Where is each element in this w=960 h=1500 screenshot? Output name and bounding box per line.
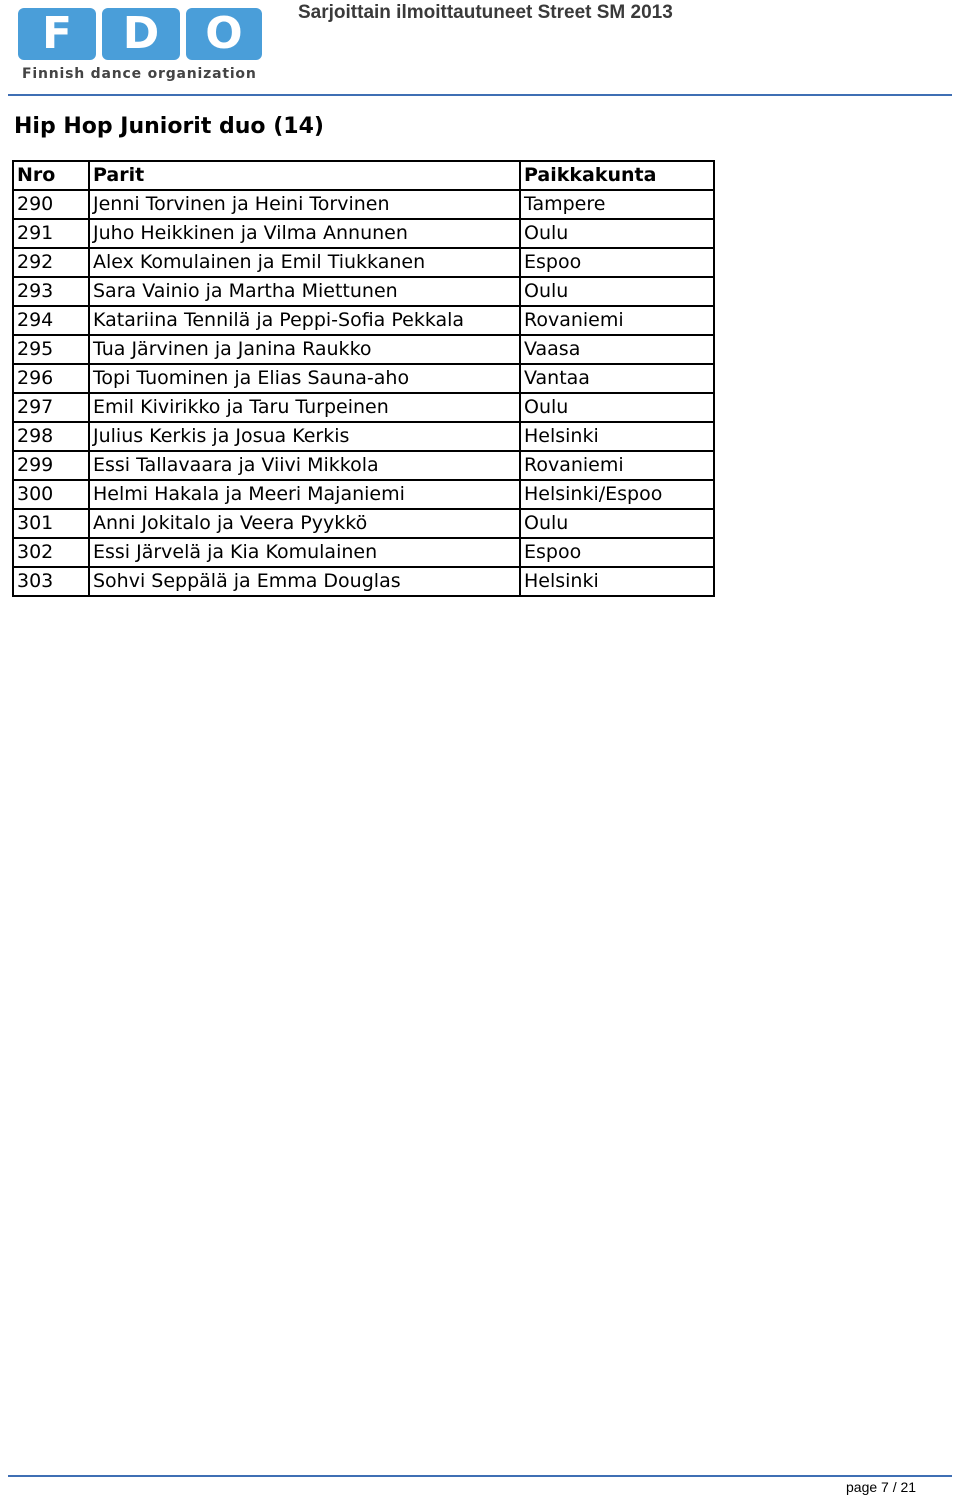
cell-pair: Katariina Tennilä ja Peppi-Sofia Pekkala xyxy=(89,306,520,335)
cell-city: Helsinki xyxy=(520,567,714,596)
cell-city: Oulu xyxy=(520,277,714,306)
cell-nro: 290 xyxy=(13,190,89,219)
cell-nro: 302 xyxy=(13,538,89,567)
cell-nro: 296 xyxy=(13,364,89,393)
cell-city: Rovaniemi xyxy=(520,306,714,335)
header-divider xyxy=(8,94,952,96)
table-row xyxy=(13,335,714,364)
cell-pair: Sohvi Seppälä ja Emma Douglas xyxy=(89,567,520,596)
table-row xyxy=(13,219,714,248)
cell-city: Oulu xyxy=(520,219,714,248)
cell-city: Helsinki xyxy=(520,422,714,451)
cell-pair: Juho Heikkinen ja Vilma Annunen xyxy=(89,219,520,248)
cell-nro: 293 xyxy=(13,277,89,306)
table-row xyxy=(13,480,714,509)
table-row xyxy=(13,567,714,596)
column-header-nro: Nro xyxy=(13,161,89,190)
fdo-logo xyxy=(18,8,262,84)
cell-nro: 297 xyxy=(13,393,89,422)
cell-pair: Emil Kivirikko ja Taru Turpeinen xyxy=(89,393,520,422)
cell-nro: 291 xyxy=(13,219,89,248)
cell-nro: 299 xyxy=(13,451,89,480)
table-row xyxy=(13,190,714,219)
table-row xyxy=(13,248,714,277)
cell-pair: Helmi Hakala ja Meeri Majaniemi xyxy=(89,480,520,509)
cell-nro: 295 xyxy=(13,335,89,364)
cell-pair: Topi Tuominen ja Elias Sauna-aho xyxy=(89,364,520,393)
table-row xyxy=(13,393,714,422)
cell-nro: 300 xyxy=(13,480,89,509)
page-number: page 7 / 21 xyxy=(846,1479,917,1495)
table-row xyxy=(13,277,714,306)
logo-tagline: Finnish dance organization xyxy=(22,66,257,82)
cell-pair: Anni Jokitalo ja Veera Pyykkö xyxy=(89,509,520,538)
cell-city: Oulu xyxy=(520,393,714,422)
cell-nro: 298 xyxy=(13,422,89,451)
cell-city: Rovaniemi xyxy=(520,451,714,480)
cell-pair: Julius Kerkis ja Josua Kerkis xyxy=(89,422,520,451)
cell-pair: Tua Järvinen ja Janina Raukko xyxy=(89,335,520,364)
column-header-parit: Parit xyxy=(89,161,520,190)
logo-letter-o: O xyxy=(205,8,243,59)
table-row xyxy=(13,451,714,480)
cell-nro: 292 xyxy=(13,248,89,277)
cell-nro: 303 xyxy=(13,567,89,596)
table-row xyxy=(13,422,714,451)
cell-city: Oulu xyxy=(520,509,714,538)
table-row xyxy=(13,538,714,567)
document-title: Sarjoittain ilmoittautuneet Street SM 2013 xyxy=(298,2,673,23)
cell-pair: Sara Vainio ja Martha Miettunen xyxy=(89,277,520,306)
cell-nro: 294 xyxy=(13,306,89,335)
cell-city: Helsinki/Espoo xyxy=(520,480,714,509)
cell-city: Espoo xyxy=(520,248,714,277)
cell-pair: Jenni Torvinen ja Heini Torvinen xyxy=(89,190,520,219)
cell-city: Vaasa xyxy=(520,335,714,364)
cell-pair: Essi Tallavaara ja Viivi Mikkola xyxy=(89,451,520,480)
table-row xyxy=(13,364,714,393)
table-row xyxy=(13,509,714,538)
cell-city: Espoo xyxy=(520,538,714,567)
cell-city: Tampere xyxy=(520,190,714,219)
footer-divider xyxy=(8,1475,952,1477)
table-header-row xyxy=(13,161,714,190)
cell-nro: 301 xyxy=(13,509,89,538)
cell-pair: Alex Komulainen ja Emil Tiukkanen xyxy=(89,248,520,277)
cell-city: Vantaa xyxy=(520,364,714,393)
cell-pair: Essi Järvelä ja Kia Komulainen xyxy=(89,538,520,567)
column-header-paikkakunta: Paikkakunta xyxy=(520,161,714,190)
logo-letter-d: D xyxy=(122,8,160,59)
section-title: Hip Hop Juniorit duo (14) xyxy=(14,114,324,139)
table-row xyxy=(13,306,714,335)
logo-letter-f: F xyxy=(41,8,73,59)
page-header xyxy=(0,0,960,96)
entries-table xyxy=(12,160,715,597)
